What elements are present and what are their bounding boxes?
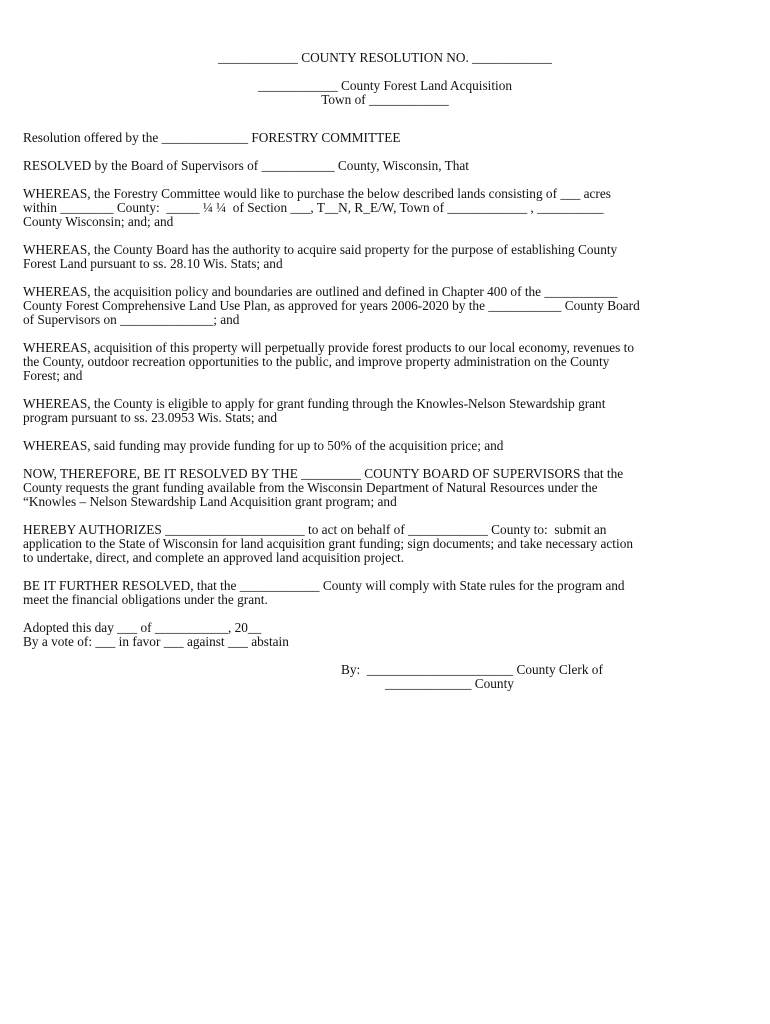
paragraph-line: within ________ County: _____ ¼ ¼ of Section ___, T__N, R_E/W, Town of ____________ , __________: [23, 200, 604, 215]
paragraph-line: WHEREAS, the Forestry Committee would like to purchase the below described lands consisting of ___ acres: [23, 186, 611, 201]
paragraph-line: HEREBY AUTHORIZES _____________________ to act on behalf of ____________ County to: submit an: [23, 522, 607, 537]
paragraph-line: BE IT FURTHER RESOLVED, that the ____________ County will comply with State rules for the program and: [23, 578, 625, 593]
paragraph-line: program pursuant to ss. 23.0953 Wis. Stats; and: [23, 410, 278, 425]
town-line: Town of ____________: [321, 92, 449, 107]
paragraph-line: WHEREAS, the acquisition policy and boundaries are outlined and defined in Chapter 400 of the ___________: [23, 284, 618, 299]
signature-clerk-line: By: ______________________ County Clerk of: [341, 662, 603, 677]
resolved-by-line: RESOLVED by the Board of Supervisors of ___________ County, Wisconsin, That: [23, 158, 470, 173]
paragraph-line: meet the financial obligations under the grant.: [23, 592, 268, 607]
paragraph-line: Forest; and: [23, 368, 83, 383]
paragraph-line: the County, outdoor recreation opportunities to the public, and improve property administration on the County: [23, 354, 610, 369]
offered-by-line: Resolution offered by the _____________ FORESTRY COMMITTEE: [23, 130, 401, 145]
paragraph-line: NOW, THEREFORE, BE IT RESOLVED BY THE _________ COUNTY BOARD OF SUPERVISORS that the: [23, 466, 624, 481]
paragraph-line: to undertake, direct, and complete an approved land acquisition project.: [23, 550, 405, 565]
signature-county-line: _____________ County: [385, 676, 514, 691]
paragraph-line: County requests the grant funding available from the Wisconsin Department of Natural Resources under the: [23, 480, 598, 495]
adopted-line: Adopted this day ___ of ___________, 20__: [23, 620, 262, 635]
paragraph-line: Forest Land pursuant to ss. 28.10 Wis. Stats; and: [23, 256, 283, 271]
paragraph-line: County Wisconsin; and; and: [23, 214, 174, 229]
paragraph-line: WHEREAS, acquisition of this property will perpetually provide forest products to our local economy, revenues to: [23, 340, 635, 355]
paragraph-line: WHEREAS, the County Board has the authority to acquire said property for the purpose of establishing County: [23, 242, 618, 257]
vote-line: By a vote of: ___ in favor ___ against ___ abstain: [23, 634, 289, 649]
whereas-funding-line: WHEREAS, said funding may provide funding for up to 50% of the acquisition price; and: [23, 438, 504, 453]
paragraph-line: application to the State of Wisconsin for land acquisition grant funding; sign documents; and take necessary action: [23, 536, 633, 551]
document-subtitle: ____________ County Forest Land Acquisition: [257, 78, 513, 93]
paragraph-line: “Knowles – Nelson Stewardship Land Acquisition grant program; and: [23, 494, 397, 509]
document-title: ____________ COUNTY RESOLUTION NO. ____________: [218, 50, 552, 65]
paragraph-line: County Forest Comprehensive Land Use Plan, as approved for years 2006-2020 by the ___________ County Board: [23, 298, 640, 313]
paragraph-line: WHEREAS, the County is eligible to apply for grant funding through the Knowles-Nelson Stewardship grant: [23, 396, 606, 411]
paragraph-line: of Supervisors on ______________; and: [23, 312, 240, 327]
